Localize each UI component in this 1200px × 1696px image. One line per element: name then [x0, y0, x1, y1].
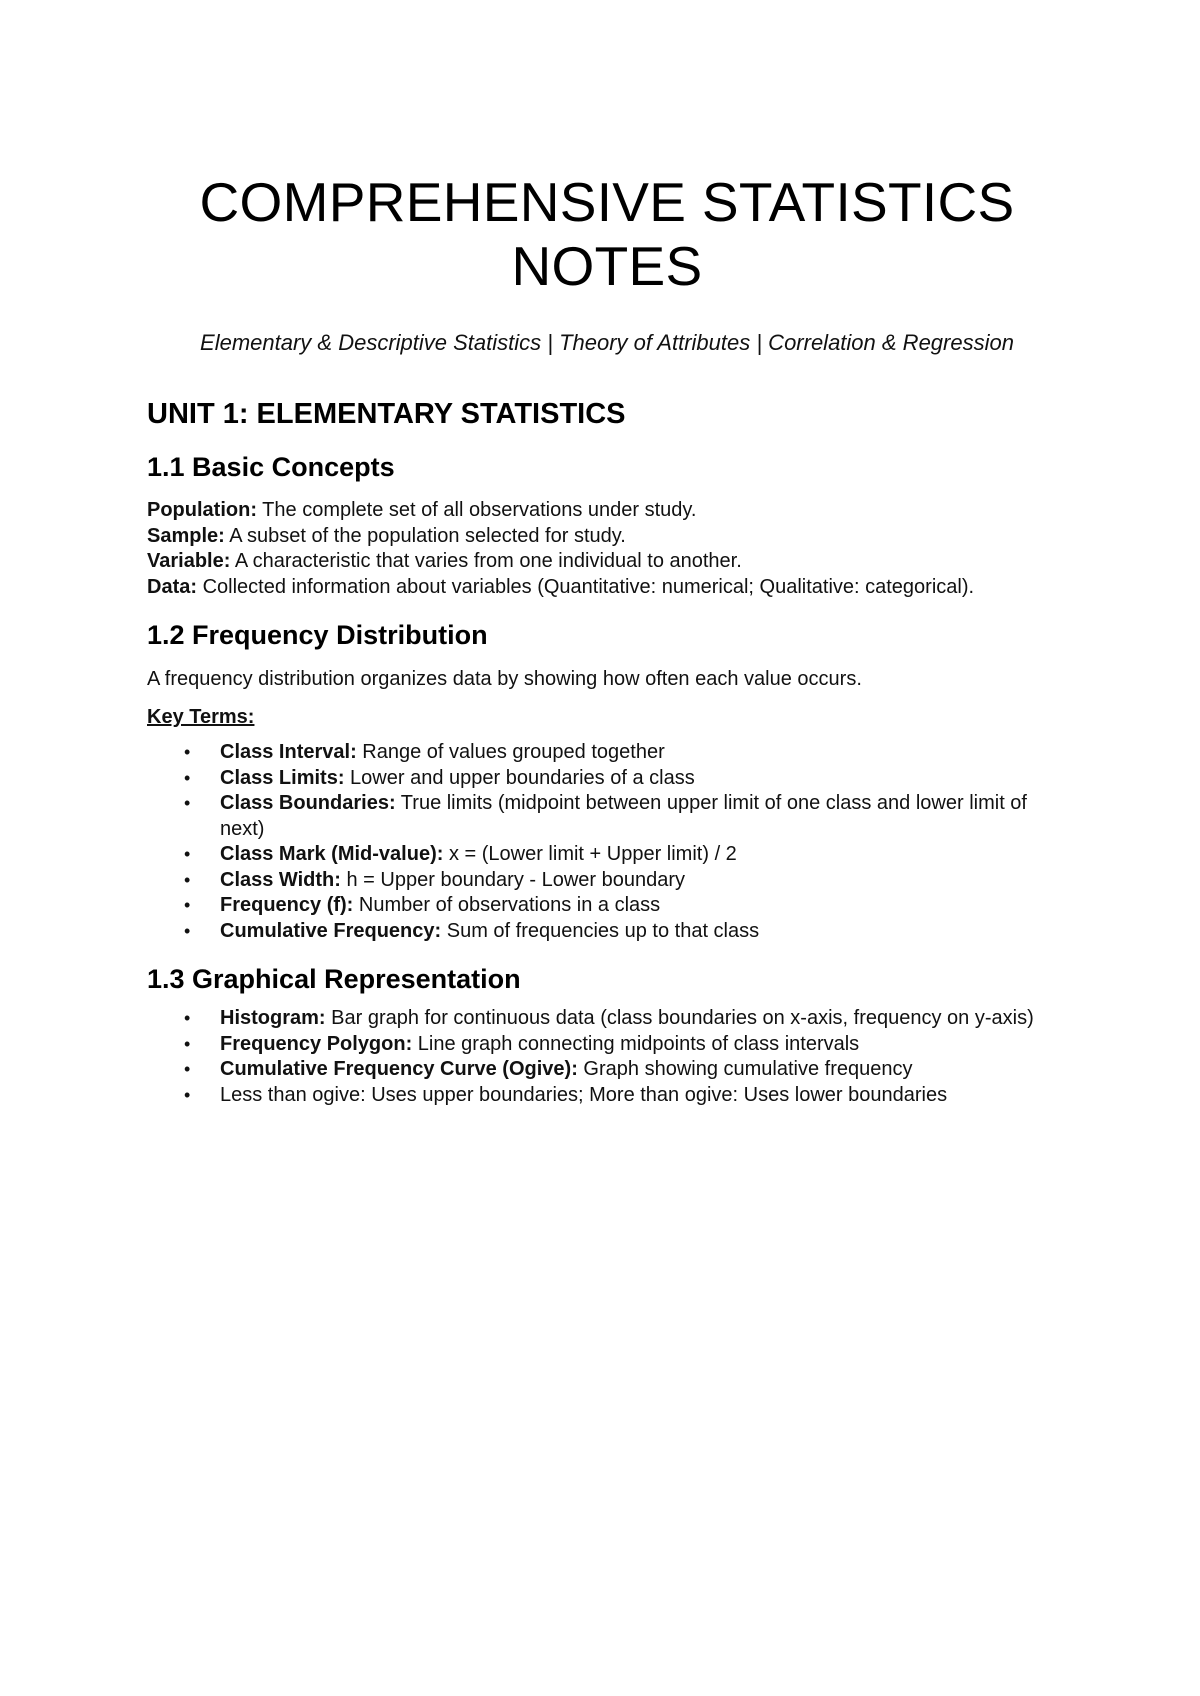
- definition-text: A subset of the population selected for study.: [224, 524, 626, 547]
- list-item-text: Bar graph for continuous data (class boundaries on x-axis, frequency on y-axis): [325, 1007, 1034, 1029]
- definition-term: Data:: [147, 575, 198, 598]
- list-item: [147, 1032, 1067, 1058]
- definition-text: The complete set of all observations under study.: [256, 499, 697, 521]
- list-item-term: Histogram:: [220, 1007, 326, 1029]
- graphical-representation-list: [147, 1006, 1067, 1108]
- section-1-2-heading: 1.2 Frequency Distribution: [147, 620, 488, 650]
- section-1-1-heading: 1.1 Basic Concepts: [147, 452, 395, 482]
- list-item: [147, 919, 1067, 945]
- list-item: [147, 842, 1067, 868]
- page-content: [147, 170, 1067, 1108]
- bullet-icon: •: [184, 844, 191, 864]
- title-line-2: NOTES: [511, 235, 703, 297]
- list-item-term: Class Limits:: [220, 766, 345, 789]
- definition-term: Population:: [147, 499, 257, 521]
- list-item-term: Class Boundaries:: [220, 792, 396, 814]
- bullet-icon: •: [184, 1059, 191, 1079]
- list-item: [147, 893, 1067, 919]
- list-item-text: Range of values grouped together: [356, 741, 665, 763]
- list-item-term: Cumulative Frequency:: [220, 919, 442, 942]
- key-terms-label: Key Terms:: [147, 706, 255, 728]
- definition-term: Sample:: [147, 524, 225, 547]
- list-item-term: Class Mark (Mid-value):: [220, 843, 444, 865]
- bullet-icon: •: [184, 767, 191, 788]
- definition-text: A characteristic that varies from one individual to another.: [230, 550, 742, 572]
- list-item: [147, 1006, 1067, 1032]
- bullet-icon: •: [184, 895, 191, 915]
- bullet-icon: •: [184, 742, 191, 762]
- frequency-distribution-intro: A frequency distribution organizes data by showing how often each value occurs.: [147, 668, 862, 690]
- definition-variable: [147, 549, 1067, 575]
- list-item-text: Sum of frequencies up to that class: [441, 919, 760, 942]
- definition-population: [147, 498, 1067, 524]
- definition-data: [147, 575, 1067, 601]
- list-item: [147, 766, 1067, 792]
- bullet-icon: •: [184, 920, 191, 941]
- list-item: [147, 791, 1067, 842]
- bullet-icon: •: [184, 869, 191, 890]
- list-item-text: Graph showing cumulative frequency: [577, 1058, 913, 1080]
- list-item-text: True limits (midpoint between upper limit of one class and lower limit of next): [220, 792, 1027, 840]
- list-item-text: h = Upper boundary - Lower boundary: [340, 868, 686, 891]
- list-item: [147, 740, 1067, 766]
- list-item-text: Less than ogive: Uses upper boundaries; More than ogive: Uses lower boundaries: [220, 1083, 948, 1106]
- list-item-text: Lower and upper boundaries of a class: [344, 766, 695, 789]
- document-title: [147, 170, 1067, 298]
- section-1-3-heading: 1.3 Graphical Representation: [147, 964, 521, 994]
- list-item: [147, 1083, 1067, 1109]
- list-item: [147, 868, 1067, 894]
- bullet-icon: •: [184, 793, 191, 813]
- bullet-icon: •: [184, 1084, 191, 1105]
- unit-1-heading: UNIT 1: ELEMENTARY STATISTICS: [147, 398, 626, 430]
- bullet-icon: •: [184, 1033, 191, 1054]
- list-item-text: Line graph connecting midpoints of class intervals: [412, 1032, 860, 1055]
- list-item-term: Cumulative Frequency Curve (Ogive):: [220, 1058, 578, 1080]
- bullet-icon: •: [184, 1008, 191, 1028]
- definition-sample: [147, 524, 1067, 550]
- document-subtitle: Elementary & Descriptive Statistics | Theory of Attributes | Correlation & Regression: [200, 330, 1014, 355]
- title-line-1: COMPREHENSIVE STATISTICS: [199, 171, 1015, 233]
- definition-text: Collected information about variables (Quantitative: numerical; Qualitative: categorical).: [197, 575, 975, 598]
- basic-concepts-definitions: [147, 498, 1067, 600]
- list-item-term: Class Interval:: [220, 741, 357, 763]
- list-item-term: Class Width:: [220, 868, 341, 891]
- list-item-text: x = (Lower limit + Upper limit) / 2: [443, 843, 737, 865]
- list-item-term: Frequency (f):: [220, 894, 354, 916]
- list-item: [147, 1057, 1067, 1083]
- list-item-term: Frequency Polygon:: [220, 1032, 413, 1055]
- definition-term: Variable:: [147, 550, 231, 572]
- key-terms-list: [147, 740, 1067, 944]
- list-item-text: Number of observations in a class: [353, 894, 661, 916]
